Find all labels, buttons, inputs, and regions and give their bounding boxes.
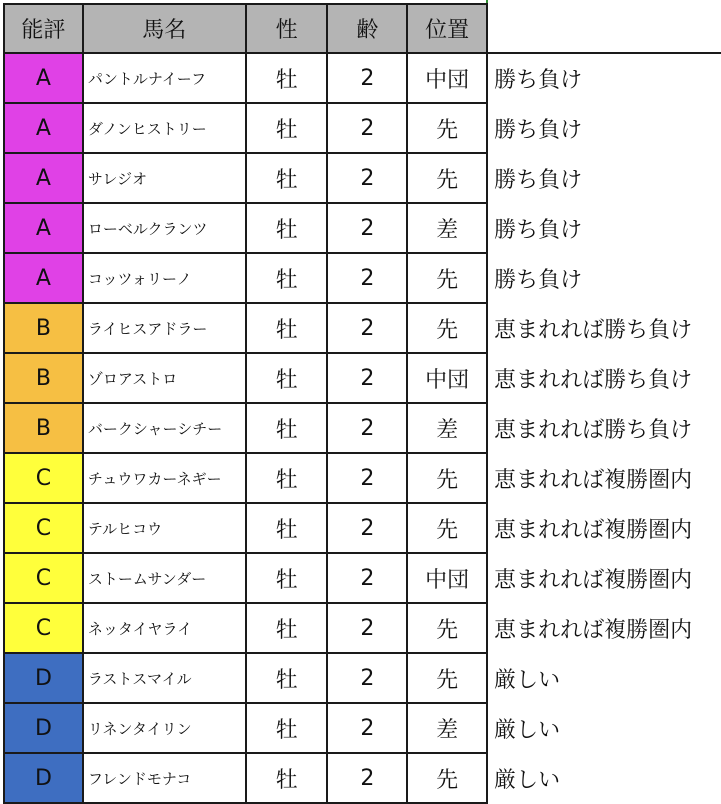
sex-cell[interactable]: 牡 (246, 753, 328, 803)
table-row (4, 403, 721, 453)
position-cell[interactable]: 先 (407, 503, 487, 553)
age-cell[interactable]: 2 (327, 53, 407, 103)
table-row (4, 603, 721, 653)
header-name[interactable]: 馬名 (83, 4, 246, 53)
table-row (4, 253, 721, 303)
assessment-cell[interactable]: 恵まれれば勝ち負け (487, 353, 721, 403)
horse-name-cell[interactable]: ストームサンダー (83, 553, 246, 603)
table-row (4, 153, 721, 203)
assessment-cell[interactable]: 厳しい (487, 753, 721, 803)
table-row (4, 303, 721, 353)
rating-cell[interactable]: A (4, 253, 83, 303)
header-note[interactable] (487, 4, 721, 53)
assessment-cell[interactable]: 恵まれれば勝ち負け (487, 303, 721, 353)
age-cell[interactable]: 2 (327, 203, 407, 253)
position-cell[interactable]: 先 (407, 653, 487, 703)
table-row (4, 103, 721, 153)
horse-name-cell[interactable]: バークシャーシチー (83, 403, 246, 453)
age-cell[interactable]: 2 (327, 103, 407, 153)
horse-name-cell[interactable]: サレジオ (83, 153, 246, 203)
sex-cell[interactable]: 牡 (246, 603, 328, 653)
sex-cell[interactable]: 牡 (246, 253, 328, 303)
age-cell[interactable]: 2 (327, 753, 407, 803)
horse-rating-table (3, 3, 721, 804)
age-cell[interactable]: 2 (327, 653, 407, 703)
rating-cell[interactable]: B (4, 353, 83, 403)
sex-cell[interactable]: 牡 (246, 153, 328, 203)
assessment-cell[interactable]: 勝ち負け (487, 203, 721, 253)
age-cell[interactable]: 2 (327, 553, 407, 603)
header-position[interactable]: 位置 (407, 4, 487, 53)
position-cell[interactable]: 先 (407, 153, 487, 203)
assessment-cell[interactable]: 恵まれれば複勝圏内 (487, 503, 721, 553)
position-cell[interactable]: 先 (407, 103, 487, 153)
age-cell[interactable]: 2 (327, 153, 407, 203)
rating-cell[interactable]: A (4, 153, 83, 203)
horse-name-cell[interactable]: テルヒコウ (83, 503, 246, 553)
sex-cell[interactable]: 牡 (246, 553, 328, 603)
rating-cell[interactable]: C (4, 503, 83, 553)
header-sex[interactable]: 性 (246, 4, 328, 53)
position-cell[interactable]: 先 (407, 253, 487, 303)
horse-name-cell[interactable]: ネッタイヤライ (83, 603, 246, 653)
position-cell[interactable]: 先 (407, 603, 487, 653)
rating-cell[interactable]: D (4, 703, 83, 753)
assessment-cell[interactable]: 勝ち負け (487, 153, 721, 203)
position-cell[interactable]: 中団 (407, 553, 487, 603)
table-row (4, 503, 721, 553)
rating-cell[interactable]: A (4, 103, 83, 153)
sex-cell[interactable]: 牡 (246, 53, 328, 103)
rating-cell[interactable]: B (4, 403, 83, 453)
assessment-cell[interactable]: 勝ち負け (487, 53, 721, 103)
horse-name-cell[interactable]: パントルナイーフ (83, 53, 246, 103)
horse-name-cell[interactable]: フレンドモナコ (83, 753, 246, 803)
table-row (4, 703, 721, 753)
sex-cell[interactable]: 牡 (246, 103, 328, 153)
horse-name-cell[interactable]: ゾロアストロ (83, 353, 246, 403)
position-cell[interactable]: 先 (407, 303, 487, 353)
rating-cell[interactable]: C (4, 553, 83, 603)
table-row (4, 203, 721, 253)
table-row (4, 753, 721, 803)
horse-name-cell[interactable]: ダノンヒストリー (83, 103, 246, 153)
horse-name-cell[interactable]: チュウワカーネギー (83, 453, 246, 503)
position-cell[interactable]: 差 (407, 203, 487, 253)
table-row (4, 453, 721, 503)
position-cell[interactable]: 中団 (407, 353, 487, 403)
table-row (4, 653, 721, 703)
sex-cell[interactable]: 牡 (246, 353, 328, 403)
table-row (4, 353, 721, 403)
rating-cell[interactable]: D (4, 753, 83, 803)
position-cell[interactable]: 中団 (407, 53, 487, 103)
age-cell[interactable]: 2 (327, 303, 407, 353)
assessment-cell[interactable]: 厳しい (487, 703, 721, 753)
assessment-cell[interactable]: 勝ち負け (487, 103, 721, 153)
sex-cell[interactable]: 牡 (246, 403, 328, 453)
assessment-cell[interactable]: 恵まれれば複勝圏内 (487, 453, 721, 503)
age-cell[interactable]: 2 (327, 353, 407, 403)
assessment-cell[interactable]: 勝ち負け (487, 253, 721, 303)
sex-cell[interactable]: 牡 (246, 503, 328, 553)
horse-name-cell[interactable]: コッツォリーノ (83, 253, 246, 303)
sex-cell[interactable]: 牡 (246, 703, 328, 753)
header-rating[interactable]: 能評 (4, 4, 83, 53)
position-cell[interactable]: 差 (407, 403, 487, 453)
age-cell[interactable]: 2 (327, 603, 407, 653)
rating-cell[interactable]: D (4, 653, 83, 703)
sex-cell[interactable]: 牡 (246, 203, 328, 253)
position-cell[interactable]: 先 (407, 453, 487, 503)
age-cell[interactable]: 2 (327, 703, 407, 753)
rating-cell[interactable]: B (4, 303, 83, 353)
rating-cell[interactable]: A (4, 53, 83, 103)
position-cell[interactable]: 先 (407, 753, 487, 803)
assessment-cell[interactable]: 恵まれれば複勝圏内 (487, 603, 721, 653)
rating-cell[interactable]: C (4, 603, 83, 653)
table-row (4, 53, 721, 103)
sex-cell[interactable]: 牡 (246, 653, 328, 703)
position-cell[interactable]: 差 (407, 703, 487, 753)
age-cell[interactable]: 2 (327, 253, 407, 303)
rating-cell[interactable]: A (4, 203, 83, 253)
rating-cell[interactable]: C (4, 453, 83, 503)
age-cell[interactable]: 2 (327, 403, 407, 453)
assessment-cell[interactable]: 厳しい (487, 653, 721, 703)
horse-name-cell[interactable]: ライヒスアドラー (83, 303, 246, 353)
age-cell[interactable]: 2 (327, 453, 407, 503)
age-cell[interactable]: 2 (327, 503, 407, 553)
sex-cell[interactable]: 牡 (246, 303, 328, 353)
horse-name-cell[interactable]: リネンタイリン (83, 703, 246, 753)
assessment-cell[interactable]: 恵まれれば複勝圏内 (487, 553, 721, 603)
horse-name-cell[interactable]: ラストスマイル (83, 653, 246, 703)
horse-name-cell[interactable]: ローベルクランツ (83, 203, 246, 253)
sex-cell[interactable]: 牡 (246, 453, 328, 503)
table-row (4, 553, 721, 603)
assessment-cell[interactable]: 恵まれれば勝ち負け (487, 403, 721, 453)
header-row (4, 4, 721, 53)
header-age[interactable]: 齢 (327, 4, 407, 53)
